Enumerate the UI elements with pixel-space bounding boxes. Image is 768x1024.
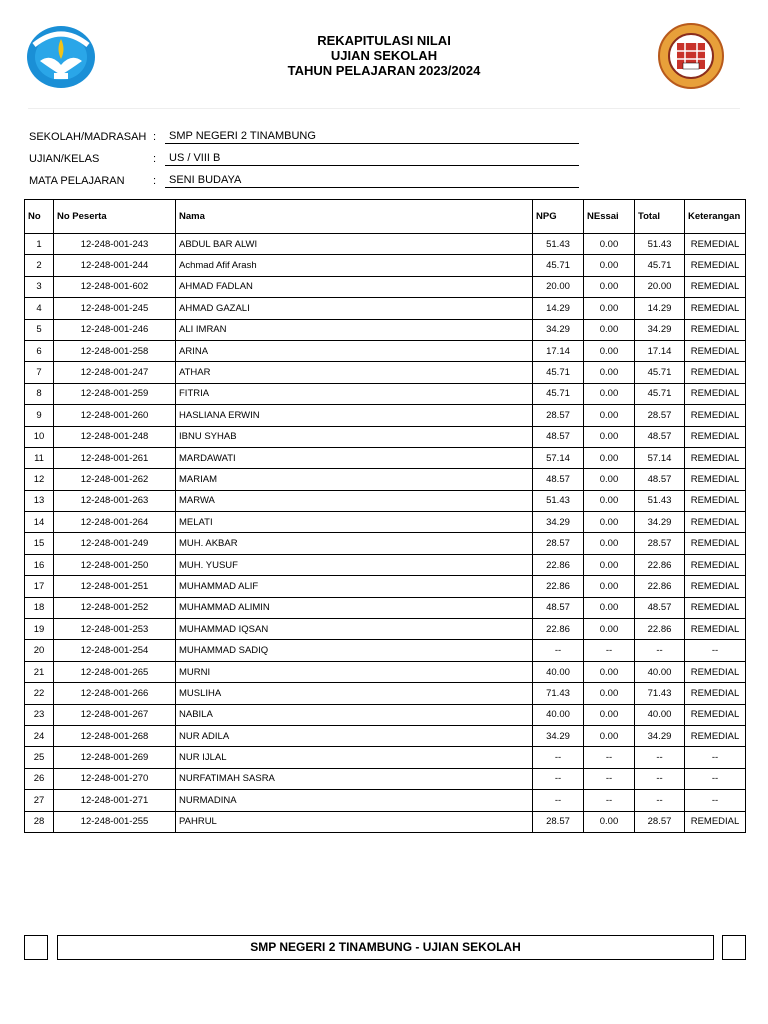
participant-no: 12-248-001-245 (54, 298, 176, 319)
column-header-participant-no: No Peserta (54, 200, 176, 234)
remarks: REMEDIAL (685, 811, 746, 832)
remarks: REMEDIAL (685, 276, 746, 297)
table-row (25, 276, 746, 297)
table-row (25, 512, 746, 533)
colon: : (153, 175, 157, 187)
remarks: REMEDIAL (685, 234, 746, 255)
exam-label: UJIAN/KELAS (29, 153, 100, 165)
student-name: MUH. YUSUF (176, 554, 533, 575)
student-name: MUHAMMAD SADIQ (176, 640, 533, 661)
participant-no: 12-248-001-247 (54, 362, 176, 383)
table-row (25, 362, 746, 383)
participant-no: 12-248-001-266 (54, 683, 176, 704)
remarks: REMEDIAL (685, 383, 746, 404)
participant-no: 12-248-001-260 (54, 405, 176, 426)
table-row (25, 597, 746, 618)
remarks: -- (685, 768, 746, 789)
nessai-score: 0.00 (584, 255, 635, 276)
total-score: 34.29 (635, 725, 685, 746)
student-name: MARDAWATI (176, 447, 533, 468)
student-name: NABILA (176, 704, 533, 725)
student-name: MUH. AKBAR (176, 533, 533, 554)
table-header-row (25, 200, 746, 234)
participant-no: 12-248-001-261 (54, 447, 176, 468)
footer-label: SMP NEGERI 2 TINAMBUNG - UJIAN SEKOLAH (57, 935, 714, 960)
column-header-total: Total (635, 200, 685, 234)
npg-score: 28.57 (533, 405, 584, 426)
table-row (25, 340, 746, 361)
table-row (25, 426, 746, 447)
school-label: SEKOLAH/MADRASAH (29, 131, 147, 143)
nessai-score: 0.00 (584, 340, 635, 361)
npg-score: -- (533, 790, 584, 811)
nessai-score: 0.00 (584, 383, 635, 404)
total-score: 40.00 (635, 704, 685, 725)
row-no: 5 (25, 319, 54, 340)
total-score: 48.57 (635, 597, 685, 618)
remarks: REMEDIAL (685, 661, 746, 682)
total-score: 22.86 (635, 619, 685, 640)
student-name: ARINA (176, 340, 533, 361)
student-name: MUSLIHA (176, 683, 533, 704)
footer-left-box (24, 935, 48, 960)
student-name: NUR IJLAL (176, 747, 533, 768)
remarks: REMEDIAL (685, 683, 746, 704)
title-line-2: UJIAN SEKOLAH (330, 48, 438, 63)
student-name: Achmad Afif Arash (176, 255, 533, 276)
npg-score: 48.57 (533, 597, 584, 618)
npg-score: 40.00 (533, 661, 584, 682)
nessai-score: 0.00 (584, 405, 635, 426)
npg-score: 45.71 (533, 383, 584, 404)
student-name: ATHAR (176, 362, 533, 383)
participant-no: 12-248-001-602 (54, 276, 176, 297)
table-row (25, 490, 746, 511)
nessai-score: 0.00 (584, 426, 635, 447)
total-score: 22.86 (635, 576, 685, 597)
row-no: 7 (25, 362, 54, 383)
student-name: NUR ADILA (176, 725, 533, 746)
row-no: 24 (25, 725, 54, 746)
footer-right-box (722, 935, 746, 960)
row-no: 17 (25, 576, 54, 597)
subject-value: SENI BUDAYA (165, 173, 579, 188)
participant-no: 12-248-001-269 (54, 747, 176, 768)
table-row (25, 768, 746, 789)
total-score: -- (635, 747, 685, 768)
total-score: 48.57 (635, 469, 685, 490)
remarks: REMEDIAL (685, 319, 746, 340)
remarks: REMEDIAL (685, 490, 746, 511)
title-line-1: REKAPITULASI NILAI (317, 33, 451, 48)
column-header-npg: NPG (533, 200, 584, 234)
npg-score: 51.43 (533, 234, 584, 255)
header-divider (28, 108, 740, 109)
row-no: 18 (25, 597, 54, 618)
student-name: ALI IMRAN (176, 319, 533, 340)
student-name: MARWA (176, 490, 533, 511)
table-row (25, 255, 746, 276)
student-name: MUHAMMAD ALIMIN (176, 597, 533, 618)
column-header-name: Nama (176, 200, 533, 234)
remarks: REMEDIAL (685, 533, 746, 554)
table-row (25, 747, 746, 768)
remarks: REMEDIAL (685, 704, 746, 725)
participant-no: 12-248-001-249 (54, 533, 176, 554)
participant-no: 12-248-001-265 (54, 661, 176, 682)
remarks: -- (685, 747, 746, 768)
row-no: 6 (25, 340, 54, 361)
participant-no: 12-248-001-248 (54, 426, 176, 447)
participant-no: 12-248-001-251 (54, 576, 176, 597)
npg-score: 45.71 (533, 255, 584, 276)
student-name: MELATI (176, 512, 533, 533)
table-row (25, 533, 746, 554)
remarks: -- (685, 640, 746, 661)
nessai-score: -- (584, 790, 635, 811)
npg-score: 51.43 (533, 490, 584, 511)
row-no: 21 (25, 661, 54, 682)
npg-score: 28.57 (533, 811, 584, 832)
nessai-score: 0.00 (584, 597, 635, 618)
npg-score: 17.14 (533, 340, 584, 361)
nessai-score: 0.00 (584, 469, 635, 490)
table-row (25, 447, 746, 468)
row-no: 2 (25, 255, 54, 276)
remarks: REMEDIAL (685, 447, 746, 468)
participant-no: 12-248-001-246 (54, 319, 176, 340)
nessai-score: -- (584, 747, 635, 768)
title-line-3: TAHUN PELAJARAN 2023/2024 (287, 63, 481, 78)
participant-no: 12-248-001-244 (54, 255, 176, 276)
row-no: 22 (25, 683, 54, 704)
remarks: REMEDIAL (685, 426, 746, 447)
remarks: REMEDIAL (685, 597, 746, 618)
table-row (25, 704, 746, 725)
table-row (25, 469, 746, 490)
student-name: HASLIANA ERWIN (176, 405, 533, 426)
exam-value: US / VIII B (165, 151, 579, 166)
table-row (25, 811, 746, 832)
table-row (25, 554, 746, 575)
score-table (24, 199, 746, 833)
total-score: -- (635, 768, 685, 789)
total-score: 34.29 (635, 319, 685, 340)
nessai-score: -- (584, 640, 635, 661)
nessai-score: 0.00 (584, 362, 635, 383)
row-no: 15 (25, 533, 54, 554)
row-no: 23 (25, 704, 54, 725)
nessai-score: 0.00 (584, 811, 635, 832)
total-score: 14.29 (635, 298, 685, 319)
nessai-score: 0.00 (584, 704, 635, 725)
nessai-score: 0.00 (584, 619, 635, 640)
row-no: 10 (25, 426, 54, 447)
table-row (25, 683, 746, 704)
remarks: REMEDIAL (685, 469, 746, 490)
subject-label: MATA PELAJARAN (29, 175, 125, 187)
remarks: REMEDIAL (685, 725, 746, 746)
npg-score: 22.86 (533, 576, 584, 597)
nessai-score: 0.00 (584, 661, 635, 682)
participant-no: 12-248-001-259 (54, 383, 176, 404)
table-row (25, 725, 746, 746)
remarks: REMEDIAL (685, 554, 746, 575)
participant-no: 12-248-001-263 (54, 490, 176, 511)
nessai-score: 0.00 (584, 490, 635, 511)
nessai-score: 0.00 (584, 725, 635, 746)
participant-no: 12-248-001-253 (54, 619, 176, 640)
total-score: 17.14 (635, 340, 685, 361)
row-no: 25 (25, 747, 54, 768)
participant-no: 12-248-001-254 (54, 640, 176, 661)
total-score: 45.71 (635, 255, 685, 276)
total-score: 51.43 (635, 490, 685, 511)
total-score: 28.57 (635, 405, 685, 426)
row-no: 12 (25, 469, 54, 490)
total-score: 28.57 (635, 533, 685, 554)
table-row (25, 405, 746, 426)
remarks: REMEDIAL (685, 405, 746, 426)
colon: : (153, 131, 157, 143)
table-row (25, 790, 746, 811)
column-header-nessai: NEssai (584, 200, 635, 234)
npg-score: 34.29 (533, 319, 584, 340)
row-no: 20 (25, 640, 54, 661)
total-score: 71.43 (635, 683, 685, 704)
participant-no: 12-248-001-243 (54, 234, 176, 255)
participant-no: 12-248-001-252 (54, 597, 176, 618)
row-no: 13 (25, 490, 54, 511)
total-score: 20.00 (635, 276, 685, 297)
npg-score: 57.14 (533, 447, 584, 468)
table-row (25, 234, 746, 255)
table-row (25, 576, 746, 597)
colon: : (153, 153, 157, 165)
nessai-score: 0.00 (584, 276, 635, 297)
npg-score: -- (533, 640, 584, 661)
student-name: MUHAMMAD ALIF (176, 576, 533, 597)
student-name: FITRIA (176, 383, 533, 404)
nessai-score: 0.00 (584, 319, 635, 340)
row-no: 26 (25, 768, 54, 789)
row-no: 3 (25, 276, 54, 297)
total-score: 57.14 (635, 447, 685, 468)
participant-no: 12-248-001-264 (54, 512, 176, 533)
nessai-score: 0.00 (584, 576, 635, 597)
npg-score: 28.57 (533, 533, 584, 554)
student-name: AHMAD GAZALI (176, 298, 533, 319)
row-no: 28 (25, 811, 54, 832)
participant-no: 12-248-001-267 (54, 704, 176, 725)
table-row (25, 319, 746, 340)
npg-score: 40.00 (533, 704, 584, 725)
table-row (25, 661, 746, 682)
total-score: 48.57 (635, 426, 685, 447)
total-score: -- (635, 640, 685, 661)
student-name: ABDUL BAR ALWI (176, 234, 533, 255)
table-row (25, 383, 746, 404)
participant-no: 12-248-001-258 (54, 340, 176, 361)
student-name: MUHAMMAD IQSAN (176, 619, 533, 640)
table-row (25, 619, 746, 640)
nessai-score: 0.00 (584, 234, 635, 255)
nessai-score: 0.00 (584, 298, 635, 319)
npg-score: 34.29 (533, 512, 584, 533)
report-title (0, 33, 768, 78)
row-no: 4 (25, 298, 54, 319)
row-no: 14 (25, 512, 54, 533)
participant-no: 12-248-001-270 (54, 768, 176, 789)
row-no: 19 (25, 619, 54, 640)
row-no: 9 (25, 405, 54, 426)
remarks: -- (685, 790, 746, 811)
npg-score: -- (533, 768, 584, 789)
npg-score: 71.43 (533, 683, 584, 704)
remarks: REMEDIAL (685, 512, 746, 533)
row-no: 16 (25, 554, 54, 575)
student-name: MARIAM (176, 469, 533, 490)
npg-score: 34.29 (533, 725, 584, 746)
row-no: 11 (25, 447, 54, 468)
table-row (25, 640, 746, 661)
row-no: 1 (25, 234, 54, 255)
total-score: 28.57 (635, 811, 685, 832)
total-score: 34.29 (635, 512, 685, 533)
npg-score: 20.00 (533, 276, 584, 297)
nessai-score: 0.00 (584, 447, 635, 468)
npg-score: 22.86 (533, 554, 584, 575)
school-value: SMP NEGERI 2 TINAMBUNG (165, 129, 579, 144)
total-score: -- (635, 790, 685, 811)
npg-score: -- (533, 747, 584, 768)
remarks: REMEDIAL (685, 255, 746, 276)
total-score: 45.71 (635, 362, 685, 383)
student-name: NURMADINA (176, 790, 533, 811)
npg-score: 22.86 (533, 619, 584, 640)
participant-no: 12-248-001-262 (54, 469, 176, 490)
row-no: 8 (25, 383, 54, 404)
student-name: PAHRUL (176, 811, 533, 832)
column-header-remarks: Keterangan (685, 200, 746, 234)
remarks: REMEDIAL (685, 362, 746, 383)
participant-no: 12-248-001-271 (54, 790, 176, 811)
participant-no: 12-248-001-250 (54, 554, 176, 575)
nessai-score: 0.00 (584, 683, 635, 704)
participant-no: 12-248-001-268 (54, 725, 176, 746)
column-header-no: No (25, 200, 54, 234)
npg-score: 45.71 (533, 362, 584, 383)
nessai-score: 0.00 (584, 533, 635, 554)
student-name: MURNI (176, 661, 533, 682)
student-name: NURFATIMAH SASRA (176, 768, 533, 789)
remarks: REMEDIAL (685, 340, 746, 361)
npg-score: 48.57 (533, 469, 584, 490)
nessai-score: -- (584, 768, 635, 789)
npg-score: 14.29 (533, 298, 584, 319)
student-name: AHMAD FADLAN (176, 276, 533, 297)
nessai-score: 0.00 (584, 554, 635, 575)
school-emblem-logo (655, 23, 727, 89)
total-score: 40.00 (635, 661, 685, 682)
row-no: 27 (25, 790, 54, 811)
student-name: IBNU SYHAB (176, 426, 533, 447)
total-score: 45.71 (635, 383, 685, 404)
total-score: 22.86 (635, 554, 685, 575)
remarks: REMEDIAL (685, 298, 746, 319)
npg-score: 48.57 (533, 426, 584, 447)
participant-no: 12-248-001-255 (54, 811, 176, 832)
nessai-score: 0.00 (584, 512, 635, 533)
total-score: 51.43 (635, 234, 685, 255)
remarks: REMEDIAL (685, 576, 746, 597)
table-row (25, 298, 746, 319)
remarks: REMEDIAL (685, 619, 746, 640)
